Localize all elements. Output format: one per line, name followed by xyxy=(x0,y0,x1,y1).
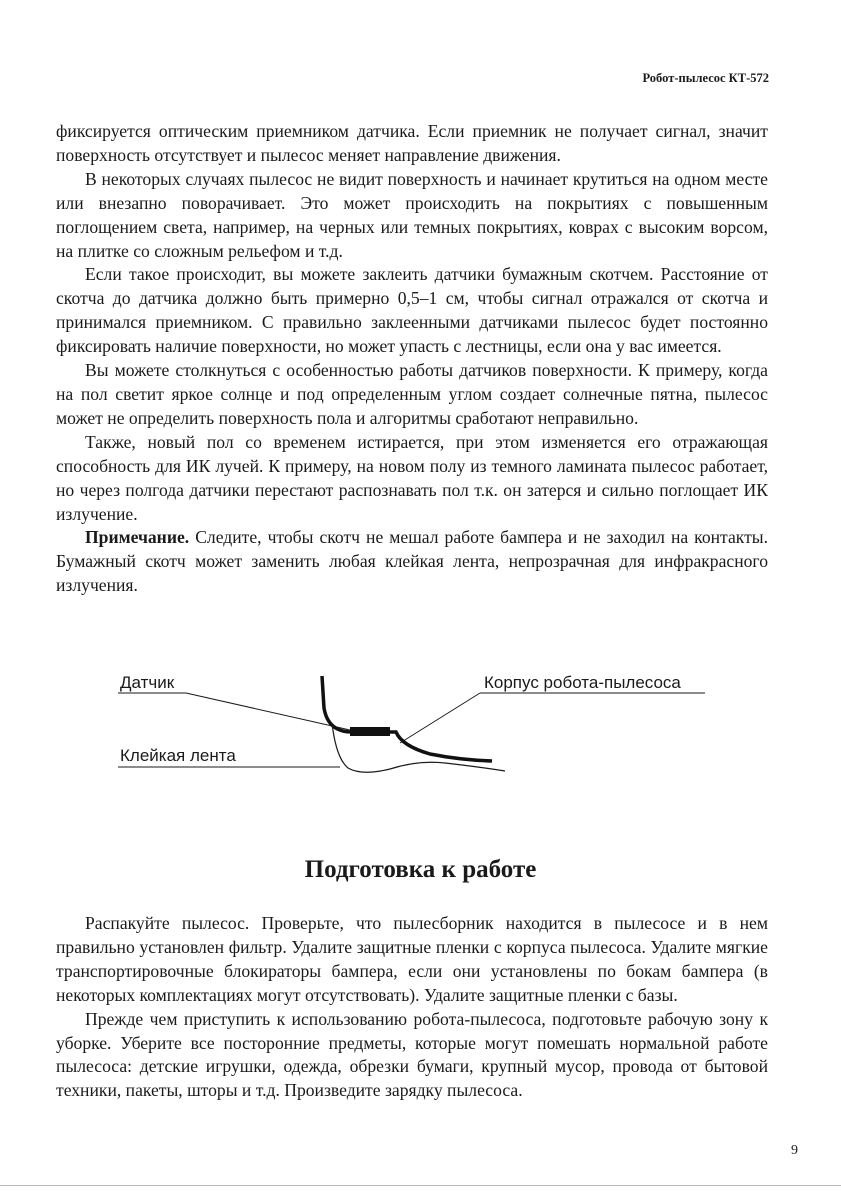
running-header: Робот-пылесос КТ-572 xyxy=(642,71,769,85)
paragraph: фиксируется оптическим приемником датчика. Если приемник не получает сигнал, значит поверхность отсутствует и пылесос меняет направление движения. xyxy=(56,121,768,165)
footer-rule xyxy=(0,1185,841,1186)
paragraph: Распакуйте пылесос. Проверьте, что пылесборник находится в пылесосе и в нем правильно установлен фильтр. Удалите защитные пленки с корпуса пылесоса. Удалите мягкие транспортировочные блокираторы бампера, если они установлены по бокам бампера (в некоторых комплектациях могут отсутствовать). Удалите защитные пленки с базы. xyxy=(56,913,768,1005)
paragraph: В некоторых случаях пылесос не видит поверхность и начинает крутиться на одном месте или внезапно поворачивает. Это может происходить на покрытиях с повышенным поглощением света, например, на черных или темных покрытиях, коврах с высоким ворсом, на плитке со сложным рельефом и т.д. xyxy=(56,168,768,261)
sensor-block xyxy=(350,727,390,736)
label-tape: Клейкая лента xyxy=(120,746,236,765)
note-label: Примечание. xyxy=(85,527,190,548)
paragraph: Также, новый пол со временем истирается, при этом изменяется его отражающая способность для ИК лучей. К примеру, на новом полу из темного ламината пылесос работает, но через полгода датчики перестают распознавать пол т.к. он затерся и сильно поглощает ИК излучение. xyxy=(56,431,768,524)
label-sensor: Датчик xyxy=(120,673,175,692)
paragraph: Прежде чем приступить к использованию робота-пылесоса, подготовьте рабочую зону к уборке. Уберите все посторонние предметы, которые могут помешать нормальной работе пылесоса: детские игрушки, одежда, обрезки бумаги, крупный мусор, провода от бытовой техники, пакеты, шторы и т.д. Произведите зарядку пылесоса. xyxy=(56,1008,768,1101)
text-block-preparation xyxy=(56,912,768,1103)
paragraph: Если такое происходит, вы можете заклеить датчики бумажным скотчем. Расстояние от скотча до датчика должно быть примерно 0,5–1 см, чтобы сигнал отражался от скотча и принимался приемником. С правильно заклеенными датчиками пылесос будет постоянно фиксировать наличие поверхности, но может упасть с лестницы, если она у вас имеется. xyxy=(56,264,768,357)
page-number: 9 xyxy=(791,1143,798,1158)
paragraph: Вы можете столкнуться с особенностью работы датчиков поверхности. К примеру, когда на пол светит яркое солнце и под определенным углом создает солнечные пятна, пылесос может не определить поверхность пола и алгоритмы сработают неправильно. xyxy=(56,360,768,428)
note-paragraph xyxy=(56,526,768,598)
sensor-tape-diagram xyxy=(100,668,720,788)
note-text: Следите, чтобы скотч не мешал работе бампера и не заходил на контакты. Бумажный скотч может заменить любая клейкая лента, непрозрачная для инфракрасного излучения. xyxy=(56,527,768,596)
body-leader-line xyxy=(400,693,480,743)
label-robot-body: Корпус робота-пылесоса xyxy=(484,673,681,692)
section-title: Подготовка к работе xyxy=(304,856,537,883)
text-block-sensors xyxy=(56,120,768,598)
robot-body-profile xyxy=(322,676,492,761)
